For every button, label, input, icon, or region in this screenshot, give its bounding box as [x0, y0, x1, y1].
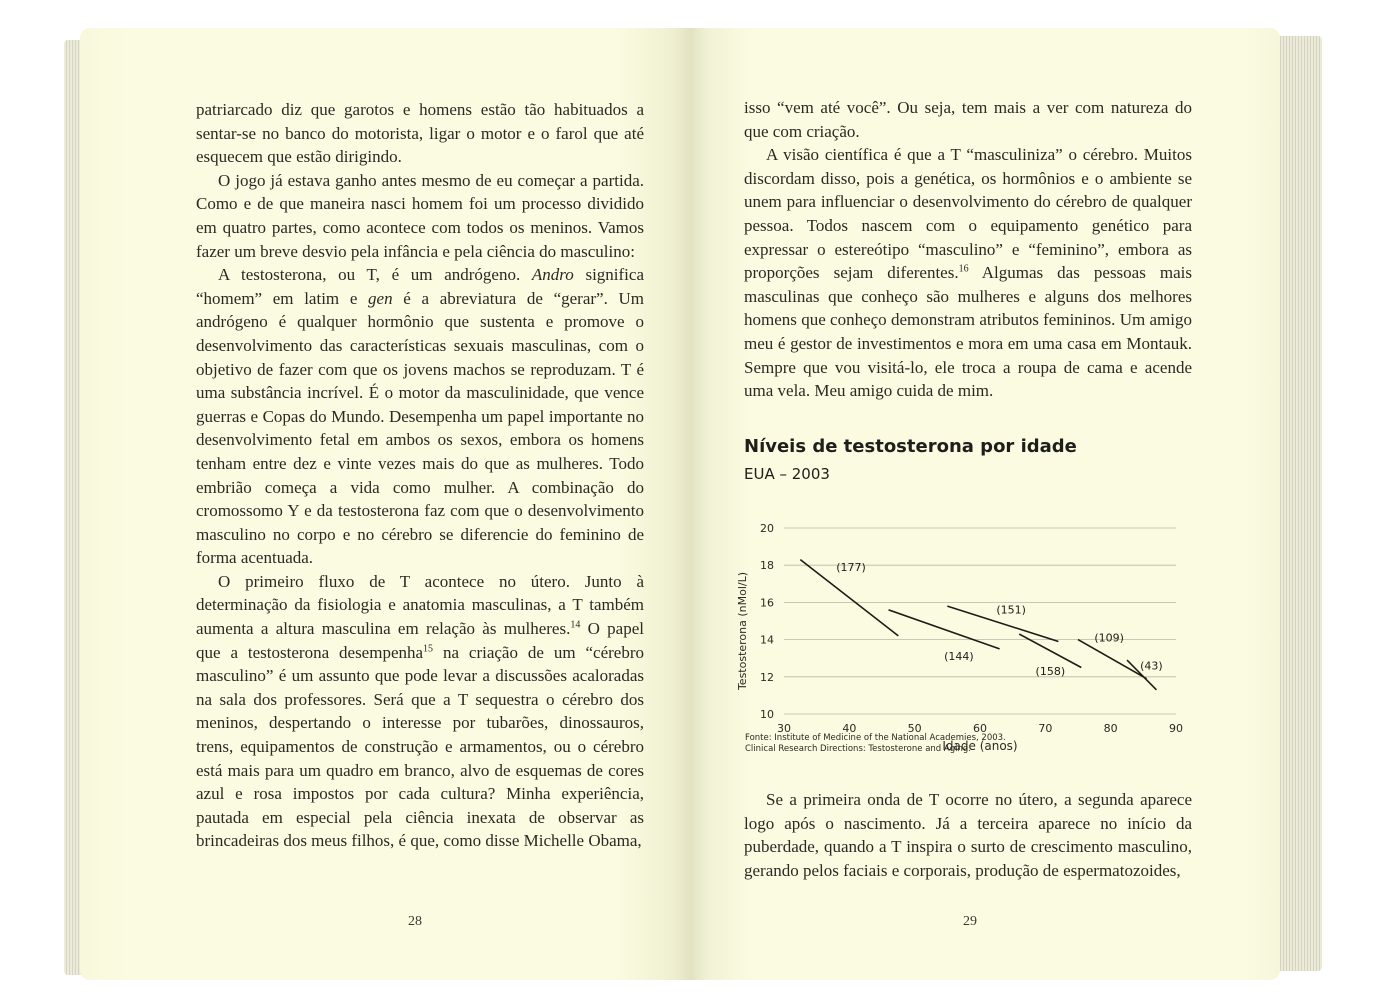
page-number: 28: [408, 914, 422, 929]
series-label: (158): [1035, 664, 1066, 678]
source-line: Clinical Research Directions: Testosterone and Aging.: [745, 744, 971, 754]
x-tick-label: 30: [777, 722, 791, 735]
left-page-body: [196, 98, 644, 853]
chart-title: Níveis de testosterona por idade: [744, 436, 1077, 457]
right-page-body-bottom: [744, 788, 1192, 882]
chart-source: [745, 733, 1006, 755]
series-label: (109): [1094, 631, 1124, 645]
x-tick-label: 50: [907, 722, 922, 735]
footnote-marker: 14: [570, 619, 581, 631]
left-page: [80, 28, 692, 980]
paragraph: A testosterona, ou T, é um andrógeno. Andro significa “homem” em latim e gen é a abreviatura de “gerar”. Um andrógeno é qualquer hormônio que sustenta e promove o desenvolvimento das características sexuais masculinas, com o objetivo de fazer com que os jovens machos se reproduzam. T é uma substância incrível. É o motor da masculinidade, que vence guerras e Copas do Mundo. Desempenha um papel importante no desenvolvimento fetal em ambos os sexos, embora os homens tenham entre dez e vinte vezes mais do que as mulheres. Todo embrião começa a vida como mulher. A combinação do cromossomo Y e da testosterona faz com que o desenvolvimento masculino no corpo e no cérebro se diferencie do feminino de forma acentuada.: [196, 265, 644, 568]
paragraph: O primeiro fluxo de T acontece no útero. Junto à determinação da fisiologia e anatomia masculinas, a T também aumenta a altura masculina em relação às mulheres.$^{14}$ O papel que a testosterona desempenha$^{15}$ na criação de um “cérebro masculino” é um assunto que pode levar a discussões acaloradas na sala dos professores. Será que a T sequestra o cérebro dos meninos, despertando o interesse por tubarões, dinossauros, trens, equipamentos de construção e armamentos, ou o cérebro está mais para um quadro em branco, alvo de esquemas de cores azul e rosa impostos por cada cultura? Minha experiência, pautada em especial pela ciência inexata de observar as brincadeiras dos meus filhos, é que, como disse Michelle Obama,: [196, 571, 644, 851]
y-tick-label: 12: [760, 670, 774, 684]
paragraph: O jogo já estava ganho antes mesmo de eu começar a partida. Como e de que maneira nasci homem foi um processo dividido em quatro partes, como acontece com todos os meninos. Vamos fazer um breve desvio pela infância e pela ciência do masculino:: [196, 170, 644, 261]
paragraph: Se a primeira onda de T ocorre no útero, a segunda aparece logo após o nascimento. Já a terceira aparece no início da puberdade, quando a T inspira o surto de crescimento masculino, gerando pelos faciais e corporais, produção de espermatozoides,: [744, 790, 1192, 880]
footnote-marker: 16: [958, 263, 969, 275]
series-line: [1078, 640, 1147, 679]
footnote-marker: 15: [423, 643, 434, 654]
paragraph: isso “vem até você”. Ou seja, tem mais a ver com natureza do que com criação.: [744, 98, 1192, 141]
series-label: (43): [1140, 659, 1163, 673]
y-tick-label: 14: [760, 633, 774, 647]
x-tick-label: 90: [1169, 722, 1183, 735]
y-axis-label: Testosterona (nMol/L): [736, 571, 749, 691]
paragraph: A visão científica é que a T “masculiniza” o cérebro. Muitos discordam disso, pois a genética, os hormônios e o ambiente se unem para influenciar o desenvolvimento do cérebro de qualquer pessoa. Todos nascem com o equipamento genético para expressar o estereótipo “masculino” e “feminino”, embora as proporções sejam diferentes.$^{16}$ Algumas das pessoas mais masculinas que conheço são mulheres e alguns dos melhores homens que conheço demonstram atributos femininos. Um amigo meu é gestor de investimentos e mora em uma casa em Montauk. Sempre que vou visitá-lo, ele troca a roupa de cama e acende uma vela. Meu amigo cuida de mim.: [744, 145, 1193, 401]
series-label: (144): [944, 650, 974, 664]
y-tick-label: 18: [760, 559, 774, 573]
italic-term-andro: Andro: [531, 265, 574, 285]
paragraph: patriarcado diz que garotos e homens estão tão habituados a sentar-se no banco do motorista, ligar o motor e o farol que até esquecem que estão dirigindo.: [196, 100, 644, 167]
x-tick-label: 70: [1038, 722, 1053, 735]
series-label: (177): [836, 560, 866, 574]
x-tick-label: 60: [973, 722, 987, 735]
page-number: 29: [963, 914, 977, 929]
series-label: (151): [996, 603, 1026, 617]
y-tick-label: 16: [760, 596, 774, 610]
chart-subtitle: EUA – 2003: [744, 465, 830, 483]
y-tick-label: 10: [760, 708, 774, 721]
series-line: [889, 610, 1000, 649]
right-page-body-top: [744, 96, 1192, 403]
y-tick-label: 20: [760, 522, 774, 535]
x-tick-label: 40: [842, 722, 857, 735]
right-page: [692, 28, 1280, 980]
italic-term-gen: gen: [368, 288, 393, 308]
x-axis-label: Idade (anos): [942, 739, 1018, 753]
x-tick-label: 80: [1103, 722, 1118, 735]
source-line: Fonte: Institute of Medicine of the National Academies, 2003.: [745, 733, 1006, 743]
